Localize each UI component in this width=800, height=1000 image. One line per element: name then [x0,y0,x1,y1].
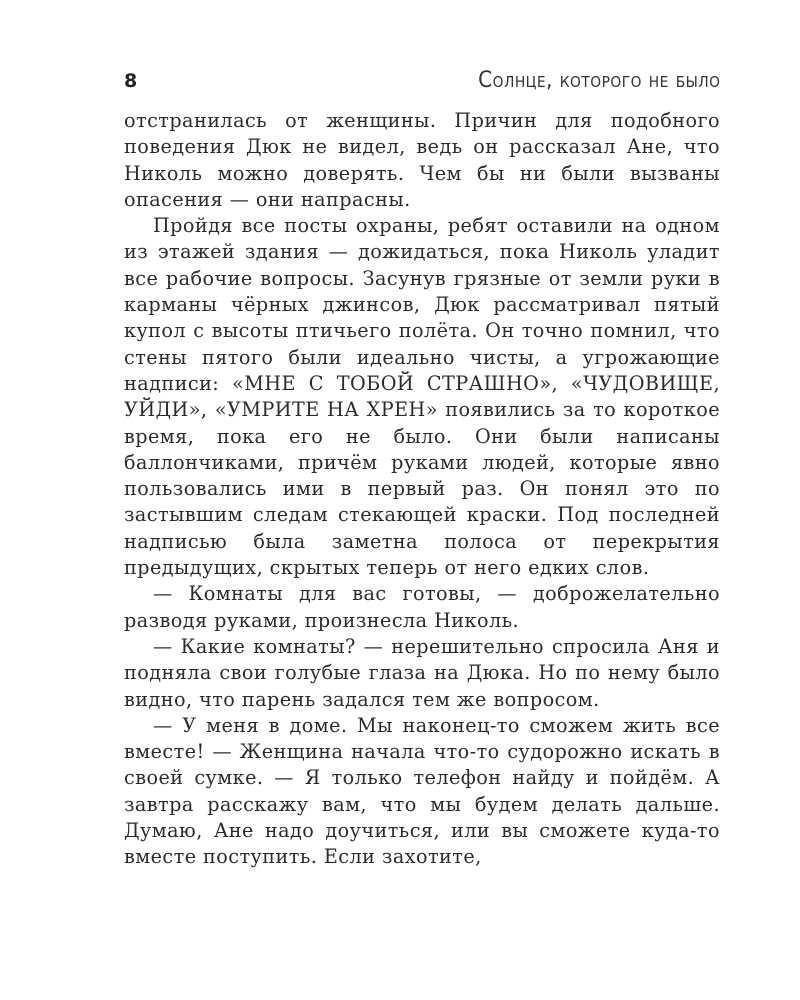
page-number: 8 [124,70,138,92]
paragraph: — Какие комнаты? — нерешительно спросила Аня и подняла свои голубые глаза на Дюка. Но по нему было видно, что парень задался тем же вопросом. [124,634,720,711]
book-page [124,68,720,871]
paragraph: отстранилась от женщины. Причин для подобного поведения Дюк не видел, ведь он рассказал Ане, что Николь можно доверять. Чем бы ни были вызваны опасения — они напрасны. [124,109,720,211]
body-text [124,108,720,871]
paragraph: — Комнаты для вас готовы, — доброжелательно разводя руками, произнесла Николь. [124,582,720,632]
paragraph: — У меня в доме. Мы наконец-то сможем жить все вместе! — Женщина начала что-то судорожно искать в своей сумке. — Я только телефон найду и пойдём. А завтра расскажу вам, что мы будем делать дальше. Думаю, Ане надо доучиться, или вы сможете куда-то вместе поступить. Если захотите, [124,713,720,869]
paragraph: Пройдя все посты охраны, ребят оставили на одном из этажей здания — дожидаться, пока Николь уладит все рабочие вопросы. Засунув грязные от земли руки в карманы чёрных джинсов, Дюк рассматривал пятый купол с высоты птичьего полёта. Он точно помнил, что стены пятого были идеально чисты, а угрожающие надписи: «МНЕ С ТОБОЙ СТРАШНО», «ЧУДОВИЩЕ, УЙДИ», «УМРИТЕ НА ХРЕН» появились за то короткое время, пока его не было. Они были написаны баллончиками, причём руками людей, которые явно пользовались ими в первый раз. Он понял это по застывшим следам стекающей краски. Под последней надписью была заметна полоса от перекрытия предыдущих, скрытых теперь от него едких слов. [124,214,720,580]
page-header [124,68,720,104]
running-title: Солнце, которого не было [477,68,720,93]
